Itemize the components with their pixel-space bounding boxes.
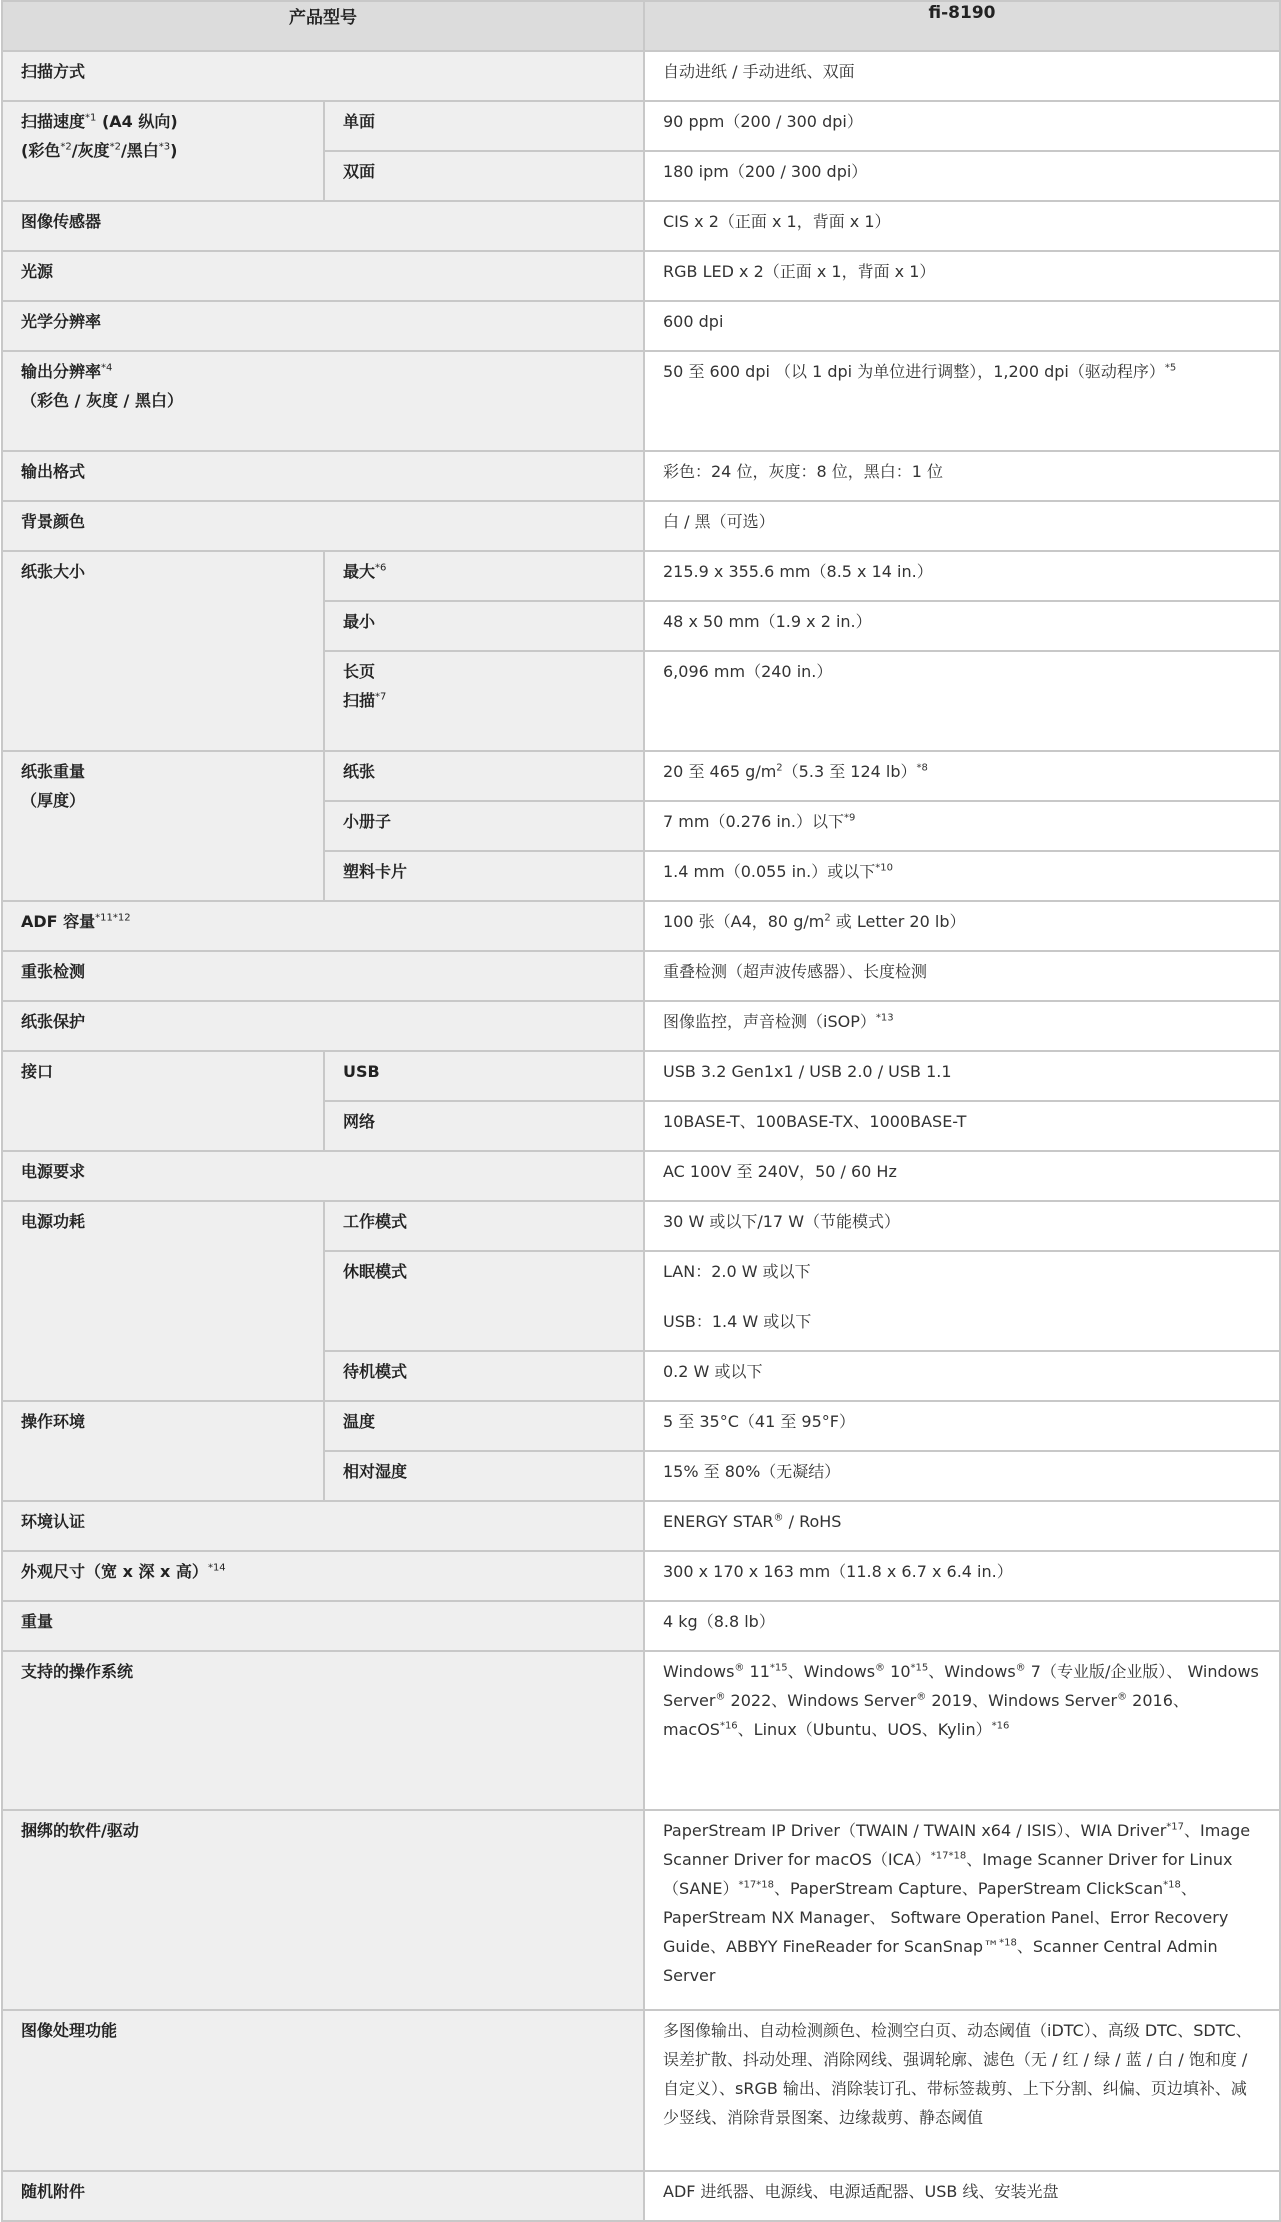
header-product-model: 产品型号 [2, 1, 644, 51]
value-sleep-lan: LAN：2.0 W 或以下 [663, 1262, 811, 1281]
value-weight-booklet-text: 7 mm（0.276 in.）以下 [663, 812, 845, 831]
footnote-mark: *10 [875, 862, 894, 874]
label-adf-capacity [2, 901, 644, 951]
label-image-processing: 图像处理功能 [2, 2010, 644, 2171]
value-network: 10BASE-T、100BASE-TX、1000BASE-T [644, 1101, 1280, 1151]
label-background-color: 背景颜色 [2, 501, 644, 551]
label-output-format: 输出格式 [2, 451, 644, 501]
value-accessories: ADF 进纸器、电源线、电源适配器、USB 线、安装光盘 [644, 2171, 1280, 2221]
label-scan-speed-line2: ) [170, 141, 178, 160]
value-power-requirement: AC 100V 至 240V，50 / 60 Hz [644, 1151, 1280, 1201]
row-certification [2, 1501, 1280, 1551]
label-usb: USB [324, 1051, 644, 1101]
label-scan-speed-line2: /灰度 [71, 141, 110, 160]
os-text: 2019、Windows Server [926, 1691, 1118, 1710]
value-paper-min: 48 x 50 mm（1.9 x 2 in.） [644, 601, 1280, 651]
label-sleep-mode: 休眠模式 [324, 1251, 644, 1351]
value-certification-b: / RoHS [783, 1512, 842, 1531]
footnote-mark: *11*12 [95, 912, 131, 924]
footnote-mark: *17*18 [738, 1879, 774, 1891]
spec-table [1, 0, 1281, 2222]
label-paper-weight [2, 751, 324, 901]
row-scan-speed-simplex [2, 101, 1280, 151]
label-duplex: 双面 [324, 151, 644, 201]
row-supported-os [2, 1651, 1280, 1810]
footnote-mark: *1 [85, 112, 97, 124]
row-paper-size-max [2, 551, 1280, 601]
footnote-mark: *8 [916, 762, 928, 774]
row-multifeed [2, 951, 1280, 1001]
registered-mark: ® [773, 1512, 784, 1524]
value-adf-capacity-a: 100 张（A4，80 g/m [663, 912, 825, 931]
label-operating-mode: 工作模式 [324, 1201, 644, 1251]
label-paper-long-line2: 扫描 [343, 691, 376, 710]
value-weight-card [644, 851, 1280, 901]
row-paper-protection [2, 1001, 1280, 1051]
software-text: 、Scanner Central Admin Server [663, 1937, 1218, 1985]
label-adf-capacity-text: ADF 容量 [21, 912, 96, 931]
os-text: 、Windows [928, 1662, 1016, 1681]
footnote-mark: *14 [207, 1562, 226, 1574]
value-weight-card-text: 1.4 mm（0.055 in.）或以下 [663, 862, 876, 881]
label-scan-speed-line1: 扫描速度 [21, 112, 86, 131]
os-text: 11 [744, 1662, 770, 1681]
footnote-mark: *16 [719, 1720, 738, 1732]
label-paper-protection: 纸张保护 [2, 1001, 644, 1051]
value-weight-paper [644, 751, 1280, 801]
registered-mark: ® [734, 1662, 745, 1674]
software-text: 、PaperStream NX Manager、 Software Operation Panel、Error Recovery Guide、ABBYY FineReader for ScanSnap™ [663, 1879, 1229, 1956]
label-dimensions [2, 1551, 644, 1601]
label-network: 网络 [324, 1101, 644, 1151]
label-scan-speed-line2: /黑白 [120, 141, 159, 160]
label-paper-weight-line2: （厚度） [21, 791, 86, 810]
value-output-resolution-text: 50 至 600 dpi （以 1 dpi 为单位进行调整），1,200 dpi（驱动程序） [663, 362, 1165, 381]
os-text: 、Windows [787, 1662, 876, 1681]
row-power-requirement [2, 1151, 1280, 1201]
row-image-processing [2, 2010, 1280, 2171]
row-light-source [2, 251, 1280, 301]
footnote-mark: *4 [101, 362, 113, 374]
label-certification: 环境认证 [2, 1501, 644, 1551]
registered-mark: ® [715, 1691, 726, 1703]
software-text: PaperStream IP Driver（TWAIN / TWAIN x64 / ISIS）、WIA Driver [663, 1821, 1167, 1840]
footnote-mark: *15 [769, 1662, 788, 1674]
registered-mark: ® [916, 1691, 927, 1703]
value-multifeed: 重叠检测（超声波传感器）、长度检测 [644, 951, 1280, 1001]
row-scan-method [2, 51, 1280, 101]
label-output-resolution [2, 351, 644, 451]
os-text: Windows [663, 1662, 735, 1681]
software-text: 、Image Scanner Driver for macOS（ICA） [663, 1821, 1251, 1869]
row-dimensions [2, 1551, 1280, 1601]
footnote-mark: *7 [375, 691, 387, 703]
value-sleep-usb: USB：1.4 W 或以下 [663, 1312, 812, 1331]
footnote-mark: *16 [991, 1720, 1010, 1732]
footnote-mark: *2 [60, 141, 72, 153]
footnote-mark: *2 [109, 141, 121, 153]
footnote-mark: *9 [844, 812, 856, 824]
label-dimensions-text: 外观尺寸（宽 x 深 x 高） [21, 1562, 208, 1581]
label-standby-mode: 待机模式 [324, 1351, 644, 1401]
row-output-format [2, 451, 1280, 501]
label-scan-method: 扫描方式 [2, 51, 644, 101]
value-certification-a: ENERGY STAR [663, 1512, 774, 1531]
value-light-source: RGB LED x 2（正面 x 1，背面 x 1） [644, 251, 1280, 301]
superscript-square: 2 [776, 762, 783, 774]
value-scan-method: 自动进纸 / 手动进纸、双面 [644, 51, 1280, 101]
header-model-name: fi-8190 [644, 1, 1280, 51]
registered-mark: ® [875, 1662, 886, 1674]
label-output-resolution-line1: 输出分辨率 [21, 362, 102, 381]
label-supported-os: 支持的操作系统 [2, 1651, 644, 1810]
registered-mark: ® [1117, 1691, 1128, 1703]
footnote-mark: *6 [375, 562, 387, 574]
value-weight-paper-a: 20 至 465 g/m [663, 762, 777, 781]
value-image-processing: 多图像输出、自动检测颜色、检测空白页、动态阈值（iDTC）、高级 DTC、SDTC、误差扩散、抖动处理、消除网线、强调轮廓、滤色（无 / 红 / 绿 / 蓝 / 白 / 饱和度 / 自定义）、sRGB 输出、消除装订孔、带标签裁剪、上下分割、纠偏、页边填补、减少竖线、消除背景图案、边缘裁剪、静态阈值 [644, 2010, 1280, 2171]
label-paper-long [324, 651, 644, 751]
software-text: 、Image Scanner Driver for Linux（SANE） [663, 1850, 1233, 1898]
value-output-resolution [644, 351, 1280, 451]
value-output-format: 彩色：24 位，灰度：8 位，黑白：1 位 [644, 451, 1280, 501]
footnote-mark: *18 [1163, 1879, 1181, 1891]
footnote-mark: *18 [999, 1937, 1017, 1949]
label-paper-long-line1: 长页 [343, 662, 376, 681]
registered-mark: ® [1015, 1662, 1026, 1674]
label-paper-size: 纸张大小 [2, 551, 324, 751]
header-row [2, 1, 1280, 51]
label-simplex: 单面 [324, 101, 644, 151]
footnote-mark: *15 [910, 1662, 929, 1674]
value-bundled-software [644, 1810, 1280, 2010]
value-usb: USB 3.2 Gen1x1 / USB 2.0 / USB 1.1 [644, 1051, 1280, 1101]
label-interface: 接口 [2, 1051, 324, 1151]
os-text: 、Linux（Ubuntu、UOS、Kylin） [737, 1720, 992, 1739]
os-text: 2022、Windows Server [725, 1691, 917, 1710]
label-weight-paper: 纸张 [324, 751, 644, 801]
row-optical-resolution [2, 301, 1280, 351]
os-text: 7（专业版/企业版）、 [1025, 1662, 1183, 1681]
label-humidity: 相对湿度 [324, 1451, 644, 1501]
os-text: 10 [885, 1662, 911, 1681]
superscript-square: 2 [824, 912, 831, 924]
footnote-mark: *13 [875, 1012, 894, 1024]
label-bundled-software: 捆绑的软件/驱动 [2, 1810, 644, 2010]
value-adf-capacity [644, 901, 1280, 951]
label-paper-max [324, 551, 644, 601]
footnote-mark: *17 [1166, 1821, 1185, 1833]
value-background-color: 白 / 黑（可选） [644, 501, 1280, 551]
value-duplex: 180 ipm（200 / 300 dpi） [644, 151, 1280, 201]
value-humidity: 15% 至 80%（无凝结） [644, 1451, 1280, 1501]
value-paper-max: 215.9 x 355.6 mm（8.5 x 14 in.） [644, 551, 1280, 601]
label-scan-speed-line1-tail: (A4 纵向) [96, 112, 178, 131]
value-paper-protection-text: 图像监控，声音检测（iSOP） [663, 1012, 876, 1031]
value-simplex: 90 ppm（200 / 300 dpi） [644, 101, 1280, 151]
row-environment-temp [2, 1401, 1280, 1451]
os-text: macOS [663, 1720, 720, 1739]
row-output-resolution [2, 351, 1280, 451]
label-weight-card: 塑料卡片 [324, 851, 644, 901]
row-accessories [2, 2171, 1280, 2221]
row-interface-usb [2, 1051, 1280, 1101]
label-optical-resolution: 光学分辨率 [2, 301, 644, 351]
label-scan-speed [2, 101, 324, 201]
value-adf-capacity-b: 或 Letter 20 lb） [830, 912, 966, 931]
value-dimensions: 300 x 170 x 163 mm（11.8 x 6.7 x 6.4 in.） [644, 1551, 1280, 1601]
row-adf-capacity [2, 901, 1280, 951]
row-image-sensor [2, 201, 1280, 251]
label-scan-speed-line2: (彩色 [21, 141, 61, 160]
value-temperature: 5 至 35°C（41 至 95°F） [644, 1401, 1280, 1451]
value-supported-os [644, 1651, 1280, 1810]
value-weight-paper-b: （5.3 至 124 lb） [782, 762, 917, 781]
label-light-source: 光源 [2, 251, 644, 301]
label-accessories: 随机附件 [2, 2171, 644, 2221]
value-standby-mode: 0.2 W 或以下 [644, 1351, 1280, 1401]
value-weight-booklet [644, 801, 1280, 851]
value-paper-protection [644, 1001, 1280, 1051]
row-power-operating [2, 1201, 1280, 1251]
row-bundled-software [2, 1810, 1280, 2010]
label-environment: 操作环境 [2, 1401, 324, 1501]
label-paper-max-text: 最大 [343, 562, 376, 581]
value-operating-mode: 30 W 或以下/17 W（节能模式） [644, 1201, 1280, 1251]
label-weight-booklet: 小册子 [324, 801, 644, 851]
label-paper-weight-line1: 纸张重量 [21, 762, 86, 781]
software-text: 、PaperStream Capture、PaperStream ClickScan [773, 1879, 1164, 1898]
label-paper-min: 最小 [324, 601, 644, 651]
footnote-mark: *17*18 [930, 1850, 967, 1862]
value-optical-resolution: 600 dpi [644, 301, 1280, 351]
label-image-sensor: 图像传感器 [2, 201, 644, 251]
value-weight: 4 kg（8.8 lb） [644, 1601, 1280, 1651]
os-text: Windows Server [663, 1662, 1259, 1710]
value-sleep-mode [644, 1251, 1280, 1351]
label-output-resolution-line2: （彩色 / 灰度 / 黑白） [21, 391, 183, 410]
value-paper-long: 6,096 mm（240 in.） [644, 651, 1280, 751]
row-background-color [2, 501, 1280, 551]
value-certification [644, 1501, 1280, 1551]
label-temperature: 温度 [324, 1401, 644, 1451]
label-power-consumption: 电源功耗 [2, 1201, 324, 1401]
value-image-sensor: CIS x 2（正面 x 1，背面 x 1） [644, 201, 1280, 251]
os-text: 2016、 [1127, 1691, 1189, 1710]
row-paper-weight-paper [2, 751, 1280, 801]
footnote-mark: *3 [158, 141, 171, 153]
footnote-mark: *5 [1164, 362, 1177, 374]
row-weight [2, 1601, 1280, 1651]
label-weight: 重量 [2, 1601, 644, 1651]
label-multifeed: 重张检测 [2, 951, 644, 1001]
label-power-requirement: 电源要求 [2, 1151, 644, 1201]
